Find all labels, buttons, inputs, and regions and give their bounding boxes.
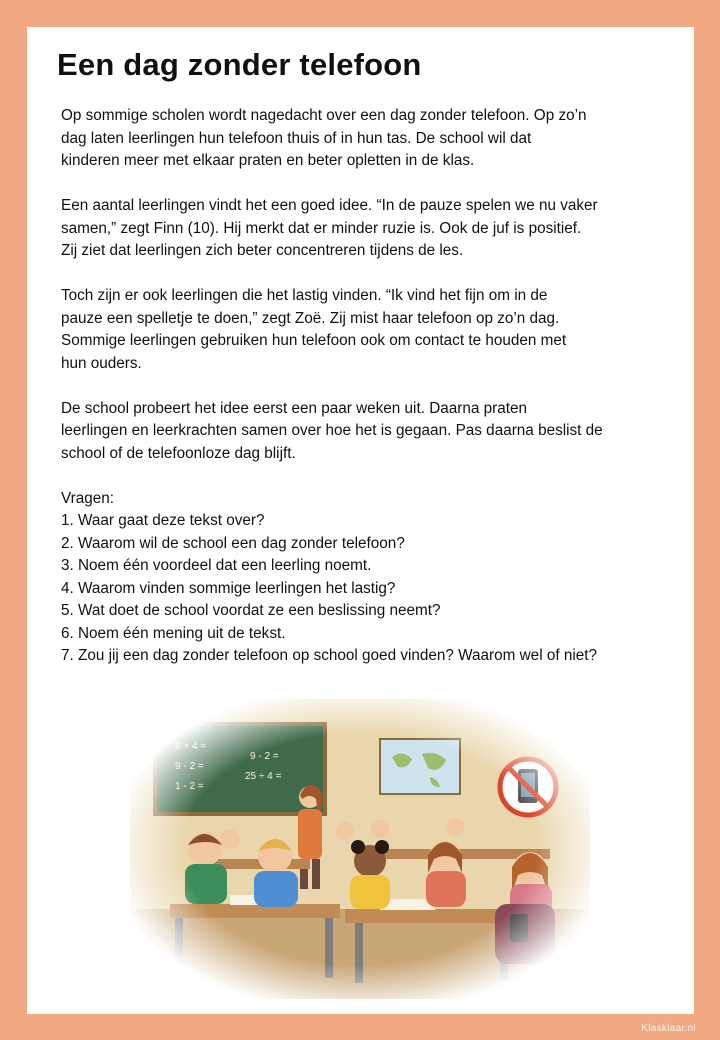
paragraph xyxy=(61,398,671,466)
question-item: 3. Noem één voordeel dat een leerling noemt. xyxy=(61,557,372,574)
text-line: Op sommige scholen wordt nagedacht over een dag zonder telefoon. Op zo’n xyxy=(61,107,587,124)
footer-brand: Klasklaar.nl xyxy=(641,1023,696,1034)
questions-section xyxy=(61,488,671,668)
text-line: pauze een spelletje te doen,” zegt Zoë. Zij mist haar telefoon op zo’n dag. xyxy=(61,309,560,327)
text-line: Toch zijn er ook leerlingen die het lastig vinden. “Ik vind het fijn om in de xyxy=(61,287,548,304)
text-line: Zij ziet dat leerlingen zich beter concentreren tijdens de les. xyxy=(61,242,464,259)
page-title: Een dag zonder telefoon xyxy=(57,47,422,82)
paragraph xyxy=(61,105,671,173)
questions-heading: Vragen: xyxy=(61,489,115,507)
question-item: 7. Zou jij een dag zonder telefoon op school goed vinden? Waarom wel of niet? xyxy=(61,647,598,664)
question-item: 6. Noem één mening uit de tekst. xyxy=(61,624,286,642)
text-line: hun ouders. xyxy=(61,354,142,372)
paragraph xyxy=(61,285,671,375)
text-line: school of de telefoonloze dag blijft. xyxy=(61,444,296,462)
text-line: kinderen meer met elkaar praten en beter opletten in de klas. xyxy=(61,152,475,169)
text-line: Een aantal leerlingen vindt het een goed idee. “In de pauze spelen we nu vaker xyxy=(61,197,598,214)
article-body xyxy=(61,105,671,668)
classroom-illustration xyxy=(130,699,590,999)
question-item: 4. Waarom vinden sommige leerlingen het lastig? xyxy=(61,579,396,597)
text-line: De school probeert het idee eerst een paar weken uit. Daarna praten xyxy=(61,399,527,417)
text-line: leerlingen en leerkrachten samen over hoe het is gegaan. Pas daarna beslist de xyxy=(61,422,603,439)
question-item: 1. Waar gaat deze tekst over? xyxy=(61,512,265,529)
question-item: 2. Waarom wil de school een dag zonder telefoon? xyxy=(61,534,405,552)
question-item: 5. Wat doet de school voordat ze een beslissing neemt? xyxy=(61,602,441,619)
paragraph xyxy=(61,195,671,263)
text-line: Sommige leerlingen gebruiken hun telefoon ook om contact te houden met xyxy=(61,332,567,349)
text-line: samen,” zegt Finn (10). Hij merkt dat er minder ruzie is. Ook de juf is positief. xyxy=(61,219,582,237)
text-line: dag laten leerlingen hun telefoon thuis of in hun tas. De school wil dat xyxy=(61,129,532,147)
worksheet xyxy=(27,27,694,1014)
